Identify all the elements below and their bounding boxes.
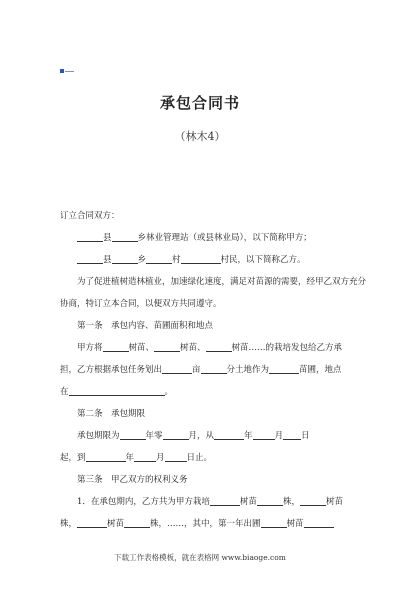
blank-field	[300, 495, 326, 506]
text: 株，……，其中，第一年出圃	[150, 519, 261, 529]
text: 树苗……的栽培发包给乙方承	[231, 343, 343, 353]
blank-field	[69, 385, 165, 396]
footer-text: 下载工作表格模板，就在表格网 www.biaoge.com	[114, 553, 286, 562]
article-1-line-3	[60, 381, 340, 403]
blank-field	[304, 517, 334, 528]
blank-field	[77, 517, 107, 528]
text: 月	[156, 453, 165, 463]
blank-field	[162, 363, 192, 374]
blank-field	[253, 429, 275, 440]
text: 日止。	[186, 453, 213, 463]
text: 县	[103, 255, 112, 265]
text: 日	[301, 431, 310, 441]
blank-field	[283, 429, 301, 440]
text: 苗圃，地点	[299, 365, 342, 375]
blank-field	[112, 231, 138, 242]
corner-mark	[60, 69, 74, 73]
blank-field	[77, 253, 103, 264]
text: 分土地作为	[226, 365, 270, 375]
corner-mark-line	[65, 71, 74, 72]
text: 年零	[145, 431, 163, 441]
text: 担，乙方根据承包任务划出	[60, 365, 163, 375]
parties-intro: 订立合同双方：	[60, 211, 120, 221]
text: 树苗	[107, 519, 125, 529]
article-1-title: 第一条 承包内容、苗圃面积和地点	[77, 321, 214, 331]
text: 树苗	[239, 497, 257, 507]
text: 株，	[282, 497, 300, 507]
text: 树苗、	[180, 343, 206, 353]
blank-field	[86, 451, 126, 462]
blank-field	[181, 253, 221, 264]
text: 村	[172, 255, 181, 265]
text: 乡	[137, 255, 147, 265]
text: 树苗	[286, 519, 304, 529]
text: 亩	[192, 365, 201, 375]
party-a-line	[60, 227, 340, 249]
text: 起，到	[60, 453, 86, 463]
article-3-line-1	[60, 491, 343, 513]
text: 乡林业管理站（或县林业局），以下简称甲方；	[137, 233, 312, 243]
blank-field	[154, 341, 180, 352]
article-2-line-1	[60, 425, 340, 447]
document-subtitle: （林木4）	[174, 130, 226, 143]
article-3-title: 第三条 甲乙双方的权利义务	[77, 475, 188, 485]
text: 村民，以下简称乙方。	[220, 255, 306, 265]
corner-mark-square	[60, 69, 64, 73]
blank-field	[214, 429, 244, 440]
article-2-title: 第二条 承包期限	[77, 409, 146, 419]
blank-field	[163, 429, 189, 440]
blank-field	[201, 363, 227, 374]
blank-field	[103, 341, 129, 352]
blank-field	[112, 253, 138, 264]
text: 月	[274, 431, 284, 441]
blank-field	[146, 253, 172, 264]
blank-field	[206, 341, 232, 352]
document-body	[60, 205, 367, 535]
article-2-line-2	[60, 447, 340, 469]
blank-field	[210, 495, 240, 506]
party-b-line	[60, 249, 340, 271]
text: 月，从	[188, 431, 215, 441]
blank-field	[269, 363, 299, 374]
text: 年	[244, 431, 253, 441]
blank-field	[261, 517, 287, 528]
blank-field	[120, 429, 146, 440]
text: 。	[164, 387, 174, 397]
blank-field	[257, 495, 283, 506]
text: 1．在承包期内，乙方共为甲方栽培	[77, 497, 210, 507]
blank-field	[165, 451, 187, 462]
article-1-line-1	[60, 337, 343, 359]
article-1-line-2	[60, 359, 340, 381]
article-3-line-2	[60, 513, 340, 535]
blank-field	[77, 231, 103, 242]
text: 树苗	[325, 497, 343, 507]
text: 株，	[60, 519, 78, 529]
blank-field	[134, 451, 156, 462]
document-title: 承包合同书	[159, 94, 240, 112]
purpose-line-2: 协商，特订立本合同，以便双方共同遵守。	[60, 299, 222, 309]
purpose-line-1: 为了促进植树造林植业，加速绿化速度，满足对苗源的需要，经甲乙双方充分	[77, 277, 367, 287]
text: 甲方将	[77, 343, 103, 353]
text: 在	[60, 387, 69, 397]
text: 承包期限为	[77, 431, 120, 441]
text: 县	[103, 233, 112, 243]
blank-field	[124, 517, 150, 528]
text: 树苗、	[128, 343, 155, 353]
text: 年	[125, 453, 135, 463]
